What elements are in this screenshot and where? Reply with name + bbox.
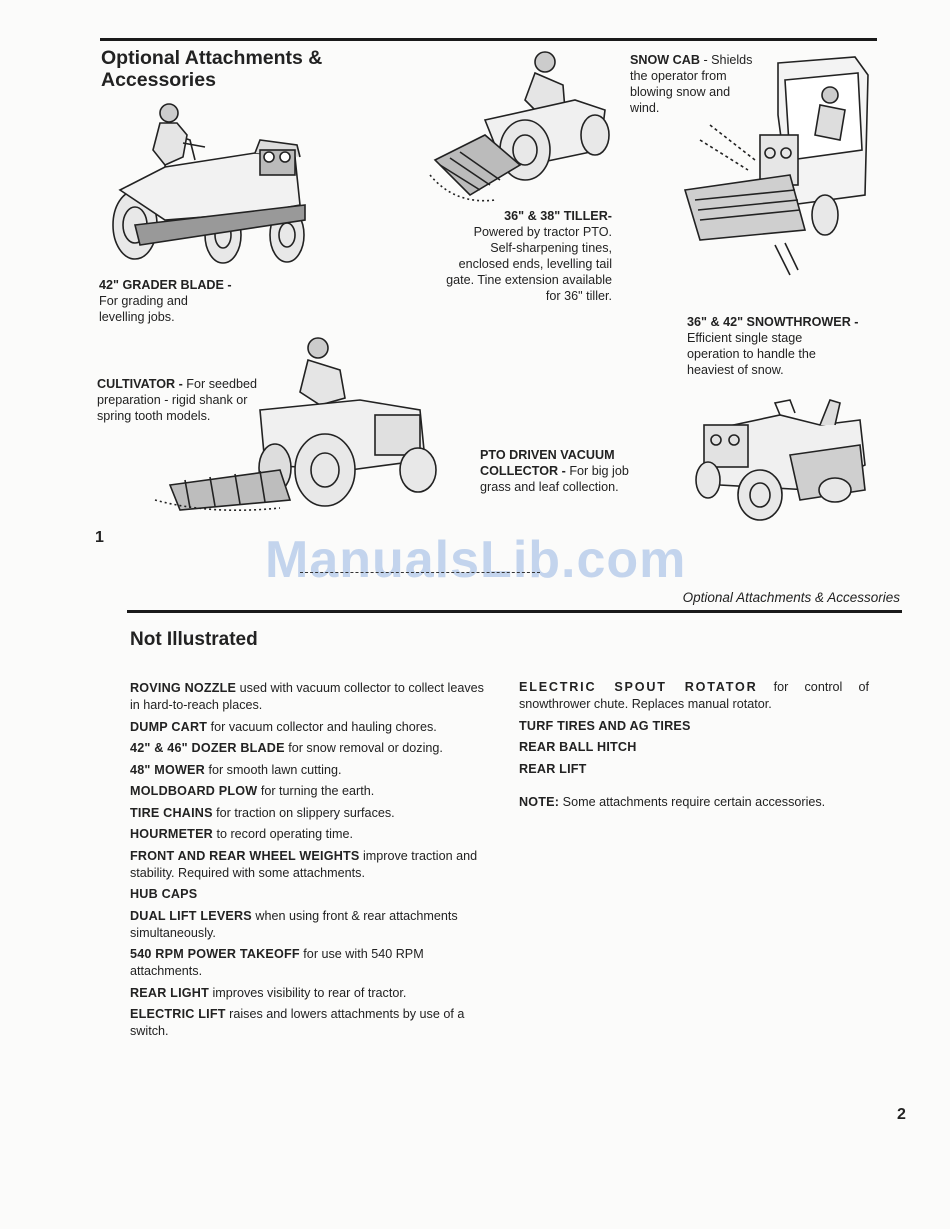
list-item: 48" MOWER for smooth lawn cutting.: [130, 762, 342, 777]
list-item: TIRE CHAINS for traction on slippery surfaces.: [130, 805, 395, 820]
not-illustrated-right-list: [519, 679, 869, 815]
list-item: FRONT AND REAR WHEEL WEIGHTS improve traction and stability. Required with some attachments.: [130, 848, 478, 880]
grader-blade-caption: 42" GRADER BLADE - For grading and levelling jobs.: [99, 278, 232, 324]
vacuum-collector-caption: PTO DRIVEN VACUUM COLLECTOR - For big job grass and leaf collection.: [480, 448, 629, 494]
cultivator-caption: CULTIVATOR - For seedbed preparation - rigid shank or spring tooth models.: [97, 377, 258, 423]
note: NOTE: Some attachments require certain accessories.: [519, 794, 826, 809]
page-number-left: 1: [95, 529, 104, 546]
list-item: TURF TIRES AND AG TIRES: [519, 718, 691, 733]
list-item: DUMP CART for vacuum collector and hauling chores.: [130, 719, 437, 734]
list-item: ELECTRIC LIFT raises and lowers attachments by use of a switch.: [130, 1007, 465, 1038]
section-rule: [127, 610, 902, 613]
list-item: MOLDBOARD PLOW for turning the earth.: [130, 784, 375, 798]
list-item: DUAL LIFT LEVERS when using front & rear attachments simultaneously.: [130, 908, 458, 940]
not-illustrated-left-list: [130, 680, 492, 1045]
section-footer-title: Optional Attachments & Accessories: [682, 590, 900, 605]
tiller-illustration: [425, 40, 615, 210]
list-item: 540 RPM POWER TAKEOFF for use with 540 RPM attachments.: [130, 947, 424, 978]
page-title: Optional Attachments & Accessories: [101, 47, 323, 91]
not-illustrated-heading: Not Illustrated: [130, 629, 258, 650]
list-item: REAR BALL HITCH: [519, 740, 637, 754]
snow-cab-illustration: [680, 55, 870, 280]
list-item: 42" & 46" DOZER BLADE for snow removal or dozing.: [130, 741, 443, 755]
page-number-right: 2: [897, 1106, 906, 1123]
mid-dashed-rule: [300, 572, 540, 573]
vacuum-collector-illustration: [690, 395, 870, 525]
list-item: ELECTRIC SPOUT ROTATOR for control of snowthrower chute. Replaces manual rotator.: [519, 680, 869, 711]
watermark: ManualsLib.com: [265, 531, 687, 589]
list-item: ROVING NOZZLE used with vacuum collector to collect leaves in hard-to-reach places.: [130, 681, 484, 712]
list-item: HOURMETER to record operating time.: [130, 827, 353, 841]
list-item: REAR LIGHT improves visibility to rear of tractor.: [130, 985, 407, 1000]
cultivator-illustration: [150, 330, 445, 515]
list-item: HUB CAPS: [130, 887, 198, 901]
snowthrower-caption: 36" & 42" SNOWTHROWER - Efficient single stage operation to handle the heaviest of snow.: [687, 315, 859, 377]
tiller-caption: 36" & 38" TILLER- Powered by tractor PTO. Self-sharpening tines, enclosed ends, levelling tail gate. Tine extension available for 36" tiller.: [446, 209, 612, 303]
snow-cab-caption: SNOW CAB - Shields the operator from blowing snow and wind.: [630, 53, 753, 115]
list-item: REAR LIFT: [519, 761, 587, 776]
grader-blade-illustration: [105, 95, 310, 270]
